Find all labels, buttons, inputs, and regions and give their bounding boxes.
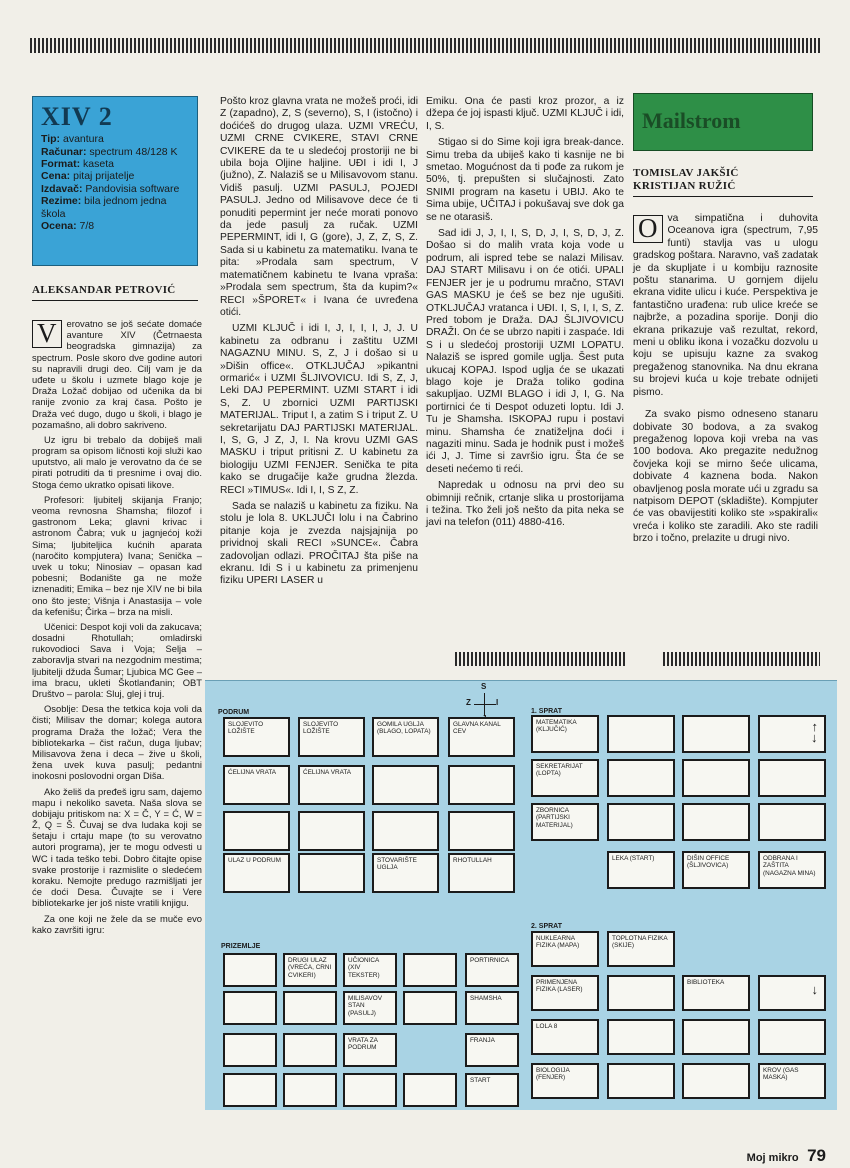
room-biblioteka: BIBLIOTEKA [682,975,750,1011]
room-nuklearna-fizika: NUKLEARNA FIZIKA (MAPA) [531,931,599,967]
level-label-prizemlje: PRIZEMLJE [221,943,261,950]
compass-north: S [481,682,487,691]
info-row-rating: Ocena: 7/8 [41,219,95,232]
level-label-sprat-1: 1. SPRAT [531,708,562,715]
room-milisavov-stan: MILISAVOV STAN (PASULJ) [343,991,397,1025]
article-paragraph: Ako želiš da pređeš igru sam, dajemo mapu i nekoliko saveta. Naša slova se dobijaju pritiskom na: X = Č, Y = Ć, W = Ž, Q = Š. Čuvaj se dva ludaka koji se šetaju i crtaju mape (to su verovatno autori programa), jer te mogu odvesti u WC i tada teško tebi. Dobro čitajte opise svake prostorije i razmislite o sledećem koraku. Nemojte predugo razmišljati jer će doći Desa. Čuvajte se i Vere bibliotekarke jer još niste vratili knjigu. [32,785,202,909]
room-disin-office: DIŠIN OFFICE (ŠLJIVOVICA) [682,851,750,889]
article-paragraph: UZMI KLJUČ i idi I, J, I, I, I, J, J. U kabinetu za odbranu i zaštitu UZMI NAGAZNU MINU. S, Z, J i došao si u »Dišin office«. OTKLJUČAJ »pikantni ormarić« i UZMI ŠLJIVOVICU. Idi S, Z, J, Leki DAJ PEPERMINT. UZMI START i idi S, Z. U zbornici UZMI PARTIJSKI MATERIJAL. Triput I, a zatim S i triput Z. U sekretarijatu DAJ PARTIJSKI MATERIJAL. I, S, G, J Z, J, I. Na krovu UZMI GAS MASKU i triput pritisni Z. U kabinetu za biologiju UZMI FENJER. Senička te pita kako se drugačije kaže grudna žlezda. RECI »TIMUS«. Idi I, I, S Z, Z. [220,323,418,496]
drop-cap: O [633,215,663,243]
room-empty [758,803,826,841]
room-empty [223,991,277,1025]
mailstrom-article [633,213,818,550]
room-stovariste-uglja: STOVARIŠTE UGLJA [372,853,439,893]
room-biologija: BIOLOGIJA (FENJER) [531,1063,599,1099]
room-empty [682,1063,750,1099]
room-krov: KROV (GAS MASKA) [758,1063,826,1099]
room-portirnica: PORTIRNICA [465,953,519,987]
room-celijna-vrata-2: ĆELIJNA VRATA [298,765,365,805]
compass [466,682,502,721]
room-ucionica: UČIONICA (XIV TEKSTER) [343,953,397,987]
room-empty [298,853,365,893]
info-row-format: Format: kaseta [41,158,114,171]
room-start: START [465,1073,519,1107]
article-column-3 [426,96,624,534]
article-paragraph: O va simpatična i duhovita Oceanova igra (spectrum, 7,95 funti) stavlja vas u ulogu gradskog poštara. Naravno, vaš zadatak je da skupljate i u kombiju raznosite poštu stanarima. U gornjem dijelu ekrana vidite ulicu i kuće. Perspektiva je fantastično urađena: rub ulice kreće se najbrže, a pozadina sporije. Donji dio ekrana prikazuje vaš rezultat, rekord, meni u obliku ikona i vozačku dozvolu u koju se upisuju kazne za svakog pregaženog stanovnika. Na dnu ekrana su brojevi kuća u koje trebate odnijeti pismo. [633,213,818,398]
page-footer [747,1146,826,1166]
room-empty [403,953,457,987]
article-paragraph: Pošto kroz glavna vrata ne možeš proći, idi Z (zapadno), Z, S (severno), S, I (istočno) i doćićeš do drugog ulaza. UZMI VREĆU, UZMI CRNE CVIKERE, STAVI CRNE CVIKERE da te u sledećoj prostoriji ne bi ubila boja Oljine haljine. UĐI i idi I, J (južno), Z. Nalaziš se u Milisavovom stanu. Vidiš pasulj. UZMI PASULJ, POJEDI PASULJ. Jedno od Milisavove dece će ti ponuditi pepermint jer neće morati ponovo da jede pasulj za ručak. UZMI PEPERMINT, idi I, G (gore), J, Z, Z, S, Z. Sada si u kabinetu za matematiku. Ivana te pita: »Prodala sam spectrum, V matematičnem kabinetu te Ivana vpraša: »Prodala sem spectrum, šta da kupim?« RECI »ŠPORET« i Ivana će uvređena otići. [220,96,418,318]
arrow-down-icon: ↓ [811,982,818,997]
room-empty [403,1073,457,1107]
room-matematika: MATEMATIKA (KLJUČIĆ) [531,715,599,753]
article-paragraph: V erovatno se još sećate domaće avanture XIV (Četrnaesta beogradska gimnazija) za spectrum. Posle skoro dve godine autori su napravili drugi deo. Cilj vam je da uđete u školu i uzmete blago koje je Draža Ložač dobijao od učenika da bi ranije zvonio za kraj časa. Pošto je Draža već dugo, dugo u školi, i blago je pozamašno, ali dobro sakriveno. [32,318,202,430]
room-drugi-ulaz: DRUGI ULAZ (VREĆA, CRNI CVIKERI) [283,953,337,987]
article-paragraph: Stigao si do Sime koji igra break-dance. Simu treba da ubiješ kako ti kasnije ne bi smetao. Mogućnost da ti pođe za rukom je 50%, tj. prepušten si slučajnosti. Zato SNIMI program na kasetu i UBIJ. Ako te Sima ubije, UČITAJ i pokušavaj sve dok ga se ne otarasiš. [426,137,624,223]
mailstrom-author-2: KRISTIJAN RUŽIĆ [633,180,736,192]
header-rule [30,38,820,53]
info-row-summary: Rezime: bila jednom jedna škola [41,195,167,220]
room-gomila-uglja: GOMILA UGLJA (BLAGO, LOPATA) [372,717,439,757]
compass-east: I [496,698,499,707]
room-zbornica: ZBORNICA (PARTIJSKI MATERIJAL) [531,803,599,841]
room-ulaz-u-podrum: ULAZ U PODRUM [223,853,290,893]
article-column-2 [220,96,418,592]
article-paragraph: Emiku. Ona će pasti kroz prozor, a iz džepa će joj ispasti ključ. UZMI KLJUČ i idi, I, S. [426,96,624,132]
article-paragraph: Napredak u odnosu na prvi deo su obimniji rečnik, crtanje slika u prostorijama i težina. Tko želi još nešto da pita neka se javi na telefon (011) 4880-416. [426,480,624,529]
room-empty [283,991,337,1025]
map-divider-left [455,652,627,666]
room-empty [372,765,439,805]
room-slojevito-loziste-1: SLOJEVITO LOŽIŠTE [223,717,290,757]
room-empty [607,1063,675,1099]
mailstrom-title: Mailstrom [642,108,741,133]
room-empty [758,759,826,797]
room-empty [682,803,750,841]
room-celijna-vrata-1: ĆELIJNA VRATA [223,765,290,805]
page-number: 79 [807,1146,826,1165]
room-empty [607,975,675,1011]
room-empty [607,715,675,753]
room-empty [283,1073,337,1107]
room-empty [223,953,277,987]
mailstrom-title-box [633,93,813,151]
level-label-sprat-2: 2. SPRAT [531,923,562,930]
map-divider-right [663,652,820,666]
room-empty [758,1019,826,1055]
room-empty [758,975,826,1011]
room-leka: LEKA (START) [607,851,675,889]
room-lola-8: LOLA 8 [531,1019,599,1055]
game-info-box [32,96,198,266]
room-franja: FRANJA [465,1033,519,1067]
article-paragraph: Sad idi J, J, I, I, S, D, J, I, S, D, J, Z. Došao si do malih vrata koja vode u podrum, ali ispred tebe se nalazi Milisav. DAJ START Milisavu i on će otići. UPALI FENJER jer je u podrumu mračno, STAVI GAS MASKU je ćeš se bez nje ugušiti. OTKLJUČAJ vratanca i UĐI. I, S, I, I, S, Z. Pred tobom je Draža. DAJ ŠLJIVOVICU DRAŽI. On će se ubrzo napiti i zaspaće. Idi S i u sledećoj prostoriji UZMI LOPATU. Nalaziš se ispred gomile uglja. Šest puta ukucaj KOPAJ. Ispod uglja će se ukazati blago koje je Draža toliko godina sakupljao. UZMI BLAGO i idi J, I, G. Na portirnici će ti Despot oduzeti loptu. Idi J. Tu je Shamsha. ISKOPAJ rupu i postavi minu. Shamsha će znatiželjna doći i nagaziti minu. Sada je hodnik pust i možeš ići J, J. Time si završio igru. Šta će se deseti nećemo ti reći. [426,228,624,475]
article-paragraph: Uz igru bi trebalo da dobiješ mali program sa opisom ličnosti koji služi kao uputstvo, ali malo je verovatno da će se pirati potruditi da ti presnime i ovaj dio. Stoga ćemo ukratko opisati likove. [32,433,202,490]
article-paragraph: Profesori: ljubitelj skijanja Franjo; veoma revnosna Shamsha; filozof i gastronom Leka; glavni krivac i astronom Čabra; vuk u jagnjećoj koži Sima; ljubiteljica kućnih aparata (naročito kompjutera) Ivana; Senička – uvek u toku; Ninosiav – opasan kad pobesni; Bodanište ga ne može iznenaditi; Emika – bez nje XIV ne bi bila ono što jeste; Višnja i Anastasija – vole da kefenišu; Čirka – brza na misli. [32,493,202,617]
mailstrom-byline-rule [633,196,813,197]
room-empty [682,759,750,797]
article-paragraph: Sada se nalaziš u kabinetu za fiziku. Na stolu je lola 8. UKLJUČI lolu i na Čabrino pitanje koja je zvezda najsjajnija po prividnoj skali RECI »SUNCE«. Čabra zadovoljan odlazi. PROČITAJ šta piše na ekranu. Idi S i u kabinetu za primenjenu fiziku UPERI LASER u [220,501,418,587]
room-slojevito-loziste-2: SLOJEVITO LOŽIŠTE [298,717,365,757]
magazine-name: Moj mikro [746,1152,799,1164]
room-empty [607,803,675,841]
room-sekretarijat: SEKRETARIJAT (LOPTA) [531,759,599,797]
info-row-type: Tip: avantura [41,133,104,146]
room-toplotna-fizika: TOPLOTNA FIZIKA (SKIJE) [607,931,675,967]
room-odbrana-i-zastita: ODBRANA I ZAŠTITA (NAGAZNA MINA) [758,851,826,889]
game-map [205,680,837,1110]
compass-west: Z [466,698,471,707]
room-empty [403,991,457,1025]
mailstrom-author-1: TOMISLAV JAKŠIĆ [633,167,739,179]
room-empty [607,759,675,797]
game-title: XIV 2 [41,102,113,131]
room-empty [372,811,439,851]
article-paragraph: Osoblje: Desa the tetkica koja voli da čisti; Milisav the domar; kolega autora programa Draža the ložač; Vera the bibliotekarka – čist račun, duga ljubav; Milisavova žena i deca – žive u školi, žena uvek kuva pasulj; pedantni inokosni poslovodni organ Diša. [32,703,202,782]
room-empty [298,811,365,851]
room-empty [607,1019,675,1055]
room-empty [682,715,750,753]
info-row-publisher: Izdavač: Pandovisia software [41,182,180,195]
article-paragraph: Učenici: Despot koji voli da zakucava; dosadni Rhotullah; omladirski rukovodioci Sava i Voja; Selja – zaboravlja stvari na nezgodnim mestima; ljubitelji džuda Šumar; Ljubica MC Gee – ima bracu, ukleti Škotlanđanin; OBT Društvo – parola: Sluj, glej i truj. [32,620,202,699]
level-label-podrum: PODRUM [218,709,250,716]
room-empty [448,811,515,851]
room-glavna-kanal-cev: GLAVNA KANAL CEV [448,717,515,757]
room-shamsha: SHAMSHA [465,991,519,1025]
room-rhotullah: RHOTULLAH [448,853,515,893]
room-empty [283,1033,337,1067]
author-byline: ALEKSANDAR PETROVIĆ [32,284,176,296]
room-primenjena-fizika: PRIMENJENA FIZIKA (LASER) [531,975,599,1011]
room-empty [682,1019,750,1055]
room-empty [223,811,290,851]
article-column-1 [32,318,202,939]
room-vrata-za-podrum: VRATA ZA PODRUM [343,1033,397,1067]
room-empty [223,1033,277,1067]
room-empty [343,1073,397,1107]
arrow-down-icon: ↓ [811,730,818,745]
byline-rule [32,300,198,301]
info-row-computer: Računar: spectrum 48/128 K [41,145,178,158]
info-row-price: Cena: pitaj prijatelje [41,170,135,183]
article-paragraph: Za one koji ne žele da se muče evo kako završiti igru: [32,912,202,935]
article-paragraph: Za svako pismo odneseno stanaru dobivate 30 bodova, a za svakog pregaženog lopova koji vreba na vas 100 bodova. Ako pregazite nedužnog čovjeka koji se mirno šeće ulicama, dobivate 4 kaznena boda. Nakon obavljenog posla morate ući u zgradu sa natpisom DEPOT (skladište). Kompjuter će vas obavijestiti koliko ste »spakirali« vreća i koliko ste zaradili. Ako ste radili brzo i točno, prelazite u drugi nivo. [633,409,818,545]
arrow-up-icon: ↑ [811,719,818,734]
room-empty [223,1073,277,1107]
drop-cap: V [32,320,62,348]
room-empty [448,765,515,805]
